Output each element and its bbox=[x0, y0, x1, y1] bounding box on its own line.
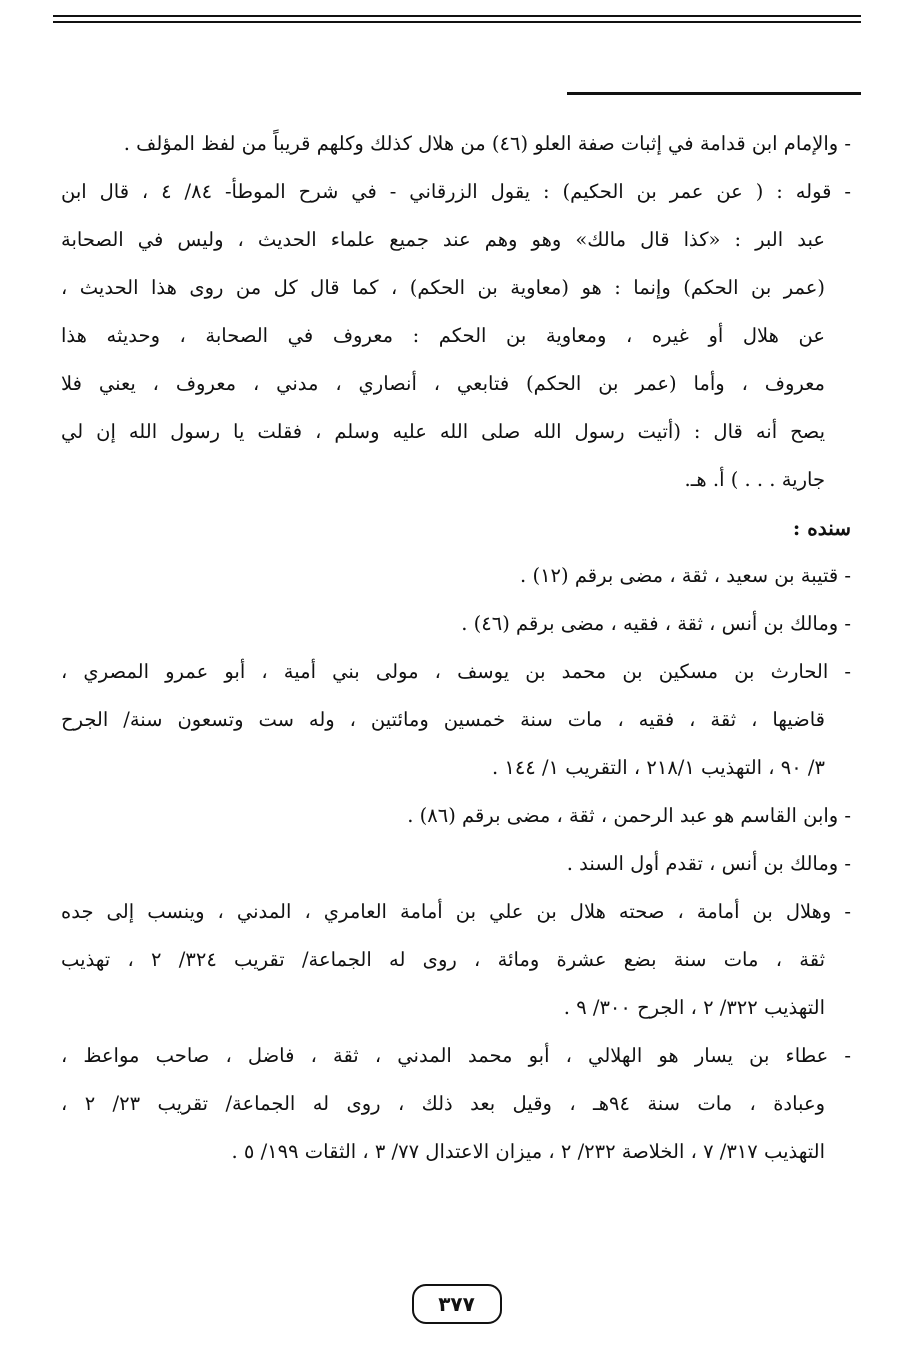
text-line: يصح أنه قال : (أتيت رسول الله صلى الله عليه وسلم ، فقلت يا رسول الله إن لي bbox=[61, 420, 825, 443]
text-line: عبد البر : «كذا قال مالك» وهو وهم عند جميع علماء الحديث ، وليس في الصحابة bbox=[61, 228, 825, 251]
narrator-hilal bbox=[61, 888, 851, 1032]
text-line: التهذيب ٣٢٢/ ٢ ، الجرح ٣٠٠/ ٩ . bbox=[563, 996, 825, 1019]
top-rule-lower bbox=[53, 21, 861, 23]
text-line: جارية . . . ) أ. هـ. bbox=[684, 468, 825, 491]
section-heading-sanad: سنده : bbox=[792, 516, 851, 540]
top-rule-upper bbox=[53, 15, 861, 17]
text-line: - الحارث بن مسكين بن محمد بن يوسف ، مولى بني أمية ، أبو عمرو المصري ، bbox=[61, 660, 851, 683]
text-line: ثقة ، مات سنة بضع عشرة ومائة ، روى له الجماعة/ تقريب ٣٢٤/ ٢ ، تهذيب bbox=[61, 948, 826, 971]
paragraph-zurqani-commentary bbox=[61, 168, 851, 504]
text-line: ٣/ ٩٠ ، التهذيب ٢١٨/١ ، التقريب ١/ ١٤٤ . bbox=[491, 756, 825, 779]
narrator-malik-repeat bbox=[61, 840, 851, 888]
text-line: - وابن القاسم هو عبد الرحمن ، ثقة ، مضى برقم (٨٦) . bbox=[407, 804, 851, 827]
text-line: قاضيها ، ثقة ، فقيه ، مات سنة خمسين ومائتين ، وله ست وتسعون سنة/ الجرح bbox=[61, 708, 825, 731]
text-line: - وهلال بن أمامة ، صحته هلال بن علي بن أمامة العامري ، المدني ، وينسب إلى جده bbox=[61, 900, 851, 923]
narrator-ata bbox=[61, 1032, 851, 1176]
narrator-qutaiba bbox=[61, 552, 851, 600]
text-line: (عمر بن الحكم) وإنما : هو (معاوية بن الحكم) ، كما قال كل من روى هذا الحديث ، bbox=[61, 276, 825, 299]
page-body bbox=[61, 120, 851, 1176]
footnote-separator-rule bbox=[567, 92, 861, 95]
text-line: - قوله : ( عن عمر بن الحكيم) : يقول الزرقاني - في شرح الموطأ- ٨٤/ ٤ ، قال ابن bbox=[61, 180, 851, 203]
text-line: عن هلال أو غيره ، ومعاوية بن الحكم : معروف في الصحابة ، وحديثه هذا bbox=[61, 324, 825, 347]
paragraph-ibn-qudama bbox=[61, 120, 851, 168]
text-line: - عطاء بن يسار هو الهلالي ، أبو محمد المدني ، ثقة ، فاضل ، صاحب مواعظ ، bbox=[61, 1044, 851, 1067]
narrator-ibn-qasim bbox=[61, 792, 851, 840]
narrator-malik bbox=[61, 600, 851, 648]
text-line: التهذيب ٣١٧/ ٧ ، الخلاصة ٢٣٢/ ٢ ، ميزان الاعتدال ٧٧/ ٣ ، الثقات ١٩٩/ ٥ . bbox=[231, 1140, 825, 1163]
text-line: - ومالك بن أنس ، تقدم أول السند . bbox=[566, 852, 851, 875]
page-number: ٣٧٧ bbox=[412, 1284, 502, 1324]
text-line: وعبادة ، مات سنة ٩٤هـ ، وقيل بعد ذلك ، روى له الجماعة/ تقريب ٢٣/ ٢ ، bbox=[61, 1092, 825, 1115]
text-line: - قتيبة بن سعيد ، ثقة ، مضى برقم (١٢) . bbox=[520, 564, 851, 587]
narrator-harith bbox=[61, 648, 851, 792]
text-line: معروف ، وأما (عمر بن الحكم) فتابعي ، أنصاري ، مدني ، معروف ، يعني فلا bbox=[61, 372, 825, 395]
text-line: - ومالك بن أنس ، ثقة ، فقيه ، مضى برقم (٤٦) . bbox=[461, 612, 851, 635]
text-line: - والإمام ابن قدامة في إثبات صفة العلو (٤٦) من هلال كذلك وكلهم قريباً من لفظ المؤلف . bbox=[123, 132, 851, 155]
